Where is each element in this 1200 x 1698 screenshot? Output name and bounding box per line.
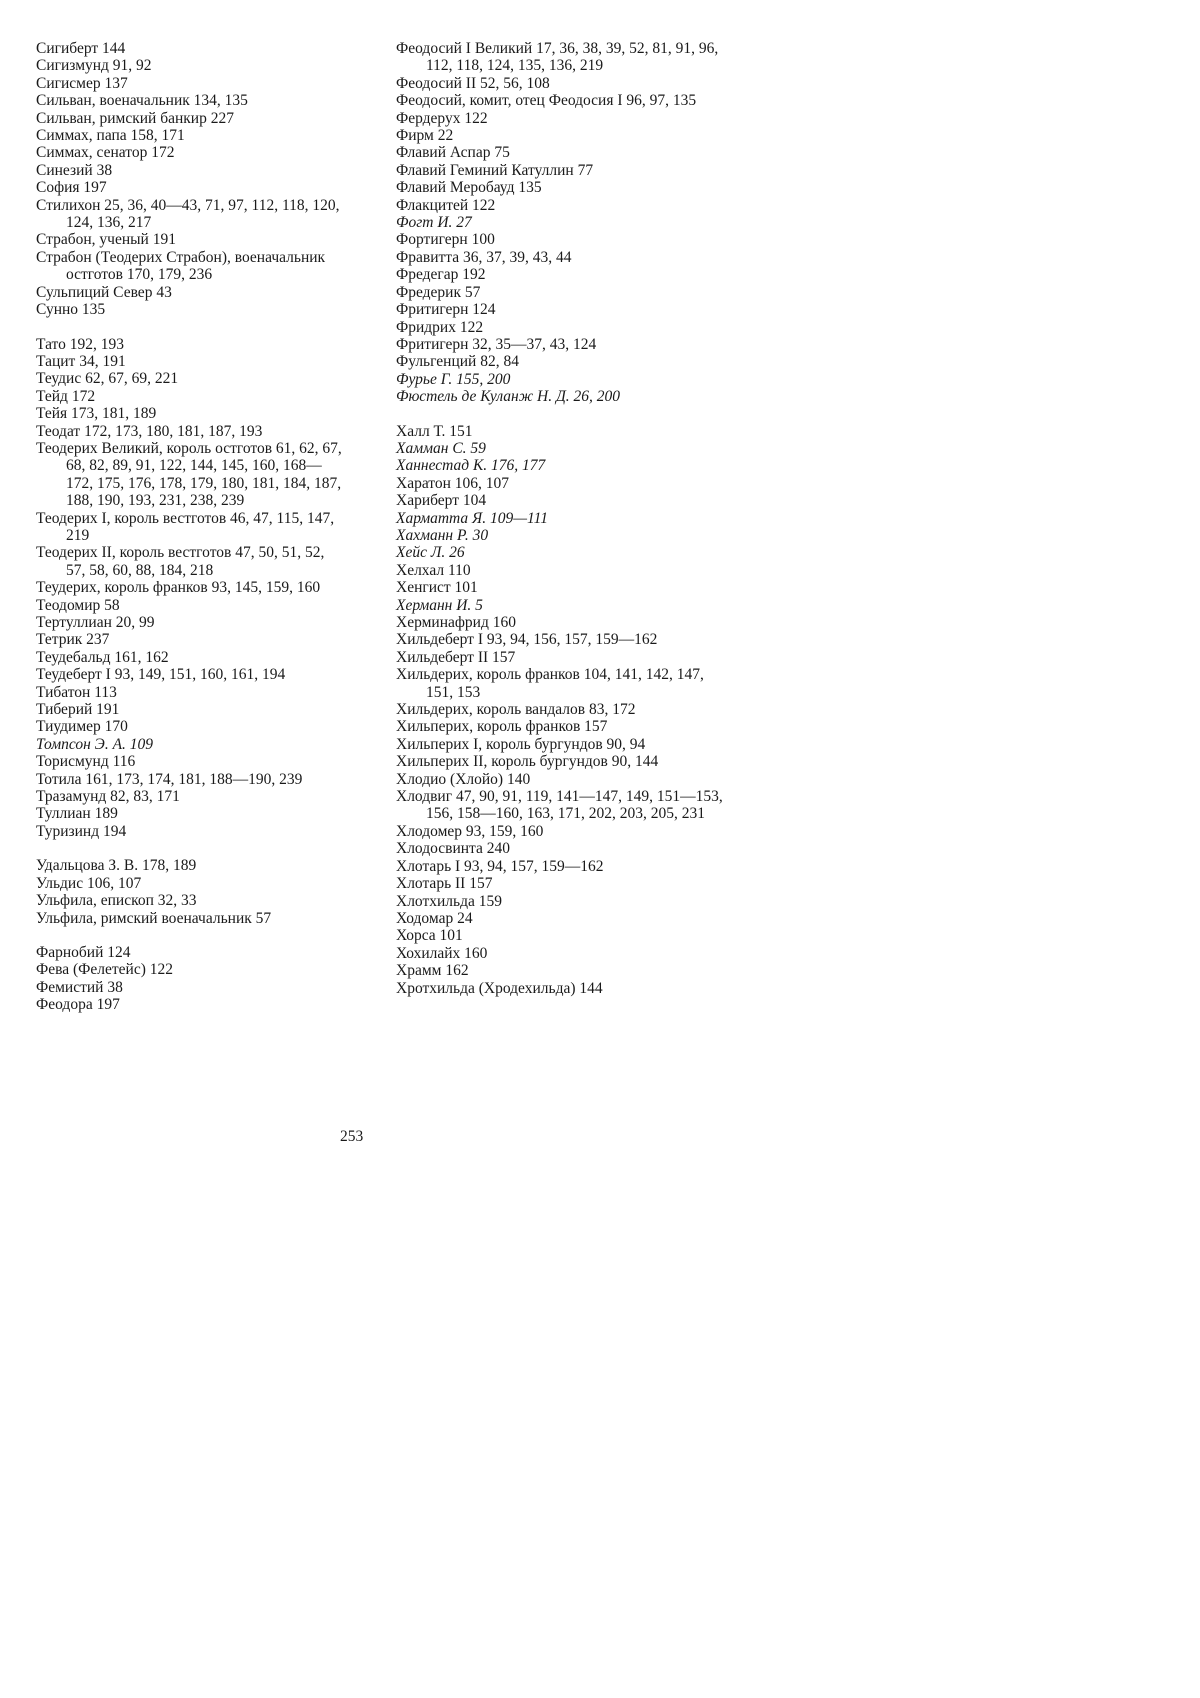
- index-entry: Тейя 173, 181, 189: [36, 405, 157, 423]
- index-entry: Хротхильда (Хродехильда) 144: [396, 979, 603, 997]
- index-entry: Тацит 34, 191: [36, 352, 126, 370]
- index-entry: Хлодио (Хлойо) 140: [396, 770, 531, 788]
- index-entry: Тейд 172: [36, 387, 96, 405]
- index-entry: Феодосий I Великий 17, 36, 38, 39, 52, 81, 91, 96, 112, 118, 124, 135, 136, 219: [396, 40, 719, 75]
- index-entry: Хлотарь I 93, 94, 157, 159—162: [396, 857, 604, 875]
- index-entry: Флакцитей 122: [396, 196, 496, 214]
- index-entry: Тибатон 113: [36, 683, 117, 701]
- index-entry: Тиберий 191: [36, 701, 120, 719]
- index-entry: Хильперих, король франков 157: [396, 718, 608, 736]
- index-entry: Фредегар 192: [396, 266, 486, 284]
- index-entry: Хлодомер 93, 159, 160: [396, 822, 544, 840]
- index-entry: Тертуллиан 20, 99: [36, 614, 155, 631]
- index-entry: Хильперих I, король бургундов 90, 94: [396, 735, 646, 753]
- index-entry: Херминафрид 160: [396, 614, 516, 631]
- index-entry: Теудис 62, 67, 69, 221: [36, 370, 179, 388]
- index-entry: Синезий 38: [36, 161, 113, 179]
- index-entry: Хильперих II, король бургундов 90, 144: [396, 753, 659, 771]
- index-entry: Симмах, сенатор 172: [36, 144, 175, 162]
- index-entry: Фарнобий 124: [36, 943, 131, 961]
- index-entry: Симмах, папа 158, 171: [36, 127, 185, 145]
- index-entry: Сигизмунд 91, 92: [36, 57, 152, 75]
- index-entry: Тетрик 237: [36, 631, 110, 649]
- index-entry: Теудебальд 161, 162: [36, 648, 169, 666]
- index-entry: Хильдеберт I 93, 94, 156, 157, 159—162: [396, 631, 658, 649]
- index-entry: Стилихон 25, 36, 40—43, 71, 97, 112, 118, 120, 124, 136, 217: [36, 196, 340, 232]
- index-entry: Хариберт 104: [396, 492, 487, 510]
- index-entry: Фравитта 36, 37, 39, 43, 44: [396, 248, 572, 266]
- index-column-left: [36, 40, 346, 1014]
- index-entry: Фогт И. 27: [396, 214, 472, 232]
- index-entry: Харатон 106, 107: [396, 474, 510, 492]
- index-entry: Сильван, римский банкир 227: [36, 109, 234, 127]
- index-entry: Фритигерн 124: [396, 301, 496, 319]
- index-entry: Фульгенций 82, 84: [396, 353, 519, 371]
- index-entry: Туллиан 189: [36, 805, 118, 823]
- index-entry: Теудерих, король франков 93, 145, 159, 160: [36, 579, 321, 597]
- index-entry: Хильдерих, король франков 104, 141, 142, 147, 151, 153: [396, 666, 704, 701]
- index-entry: Сигиберт 144: [36, 40, 126, 57]
- index-entry: Сигисмер 137: [36, 74, 128, 92]
- index-entry: Томпсон Э. А. 109: [36, 735, 154, 753]
- index-entry: Сунно 135: [36, 301, 106, 319]
- index-entry: Сильван, военачальник 134, 135: [36, 92, 248, 110]
- index-entry: Страбон (Теодерих Страбон), военачальник остготов 170, 179, 236: [36, 248, 326, 284]
- index-entry: Теодат 172, 173, 180, 181, 187, 193: [36, 422, 263, 440]
- index-entry: Хенгист 101: [396, 579, 478, 597]
- index-entry: Хохилайх 160: [396, 944, 488, 962]
- index-entry: Фритигерн 32, 35—37, 43, 124: [396, 335, 597, 353]
- index-entry: Хлотхильда 159: [396, 892, 502, 910]
- index-entry: Хейс Л. 26: [396, 544, 465, 562]
- index-entry: Флавий Аспар 75: [396, 144, 510, 162]
- index-entry: Хильдерих, король вандалов 83, 172: [396, 701, 636, 719]
- index-entry: Туризинд 194: [36, 822, 127, 840]
- index-entry: Флавий Меробауд 135: [396, 179, 542, 197]
- index-entry: Ханнестад К. 176, 177: [396, 457, 546, 475]
- index-entry: Феодосий, комит, отец Феодосия I 96, 97, 135: [396, 92, 697, 110]
- page-number: 253: [340, 1128, 364, 1145]
- index-entry: Хелхал 110: [396, 561, 471, 579]
- index-entry: Фемистий 38: [36, 978, 123, 996]
- index-entry: Харматта Я. 109—111: [396, 509, 548, 527]
- index-entry: Фердерух 122: [396, 109, 488, 127]
- index-entry: Фирм 22: [396, 127, 454, 145]
- index-entry: Удальцова З. В. 178, 189: [36, 857, 197, 875]
- index-entry: Фредерик 57: [396, 283, 481, 301]
- index-entry: Торисмунд 116: [36, 753, 136, 771]
- index-entry: Хлодосвинта 240: [396, 840, 511, 858]
- index-entry: Сульпиций Север 43: [36, 283, 172, 301]
- index-entry: Тразамунд 82, 83, 171: [36, 788, 180, 806]
- index-entry: Ульфила, римский военачальник 57: [36, 909, 272, 927]
- index-entry: Хильдеберт II 157: [396, 648, 516, 666]
- index-entry: Фева (Фелетейс) 122: [36, 961, 174, 979]
- index-entry: Теодерих Великий, король остготов 61, 62, 67, 68, 82, 89, 91, 122, 144, 145, 160, 168—172, 175, 176, 178, 179, 180, 181, 184, 187, 188, 190, 193, 231, 238, 239: [36, 439, 342, 510]
- index-entry: Халл Т. 151: [396, 422, 473, 440]
- index-entry: Теодерих II, король вестготов 47, 50, 51, 52, 57, 58, 60, 88, 184, 218: [36, 544, 325, 579]
- index-entry: Херманн И. 5: [396, 596, 483, 614]
- index-entry: София 197: [36, 179, 107, 197]
- index-entry: Теодерих I, король вестготов 46, 47, 115, 147, 219: [36, 509, 335, 544]
- index-entry: Хлодвиг 47, 90, 91, 119, 141—147, 149, 151—153, 156, 158—160, 163, 171, 202, 203, 205, 231: [396, 788, 723, 823]
- index-entry: Теодомир 58: [36, 596, 120, 614]
- index-entry: Ульдис 106, 107: [36, 874, 142, 892]
- index-entry: Хорса 101: [396, 927, 463, 945]
- index-column-right: [396, 40, 726, 997]
- index-entry: Феодора 197: [36, 996, 120, 1014]
- index-entry: Страбон, ученый 191: [36, 231, 176, 249]
- index-entry: Флавий Геминий Катуллин 77: [396, 161, 594, 179]
- index-entry: Храмм 162: [396, 962, 469, 980]
- index-entry: Теудеберт I 93, 149, 151, 160, 161, 194: [36, 666, 286, 684]
- index-entry: Фюстель де Куланж Н. Д. 26, 200: [396, 388, 621, 406]
- index-entry: Хлотарь II 157: [396, 875, 493, 893]
- index-entry: Хахманн Р. 30: [396, 526, 489, 544]
- index-entry: Феодосий II 52, 56, 108: [396, 74, 550, 92]
- index-entry: Ходомар 24: [396, 909, 473, 927]
- index-entry: Хамман С. 59: [396, 439, 486, 457]
- index-entry: Тато 192, 193: [36, 335, 125, 353]
- index-entry: Ульфила, епископ 32, 33: [36, 892, 197, 910]
- index-entry: Фурье Г. 155, 200: [396, 370, 511, 388]
- index-entry: Тотила 161, 173, 174, 181, 188—190, 239: [36, 770, 303, 788]
- index-entry: Фортигерн 100: [396, 231, 495, 249]
- index-entry: Тиудимер 170: [36, 718, 128, 736]
- index-entry: Фридрих 122: [396, 318, 484, 336]
